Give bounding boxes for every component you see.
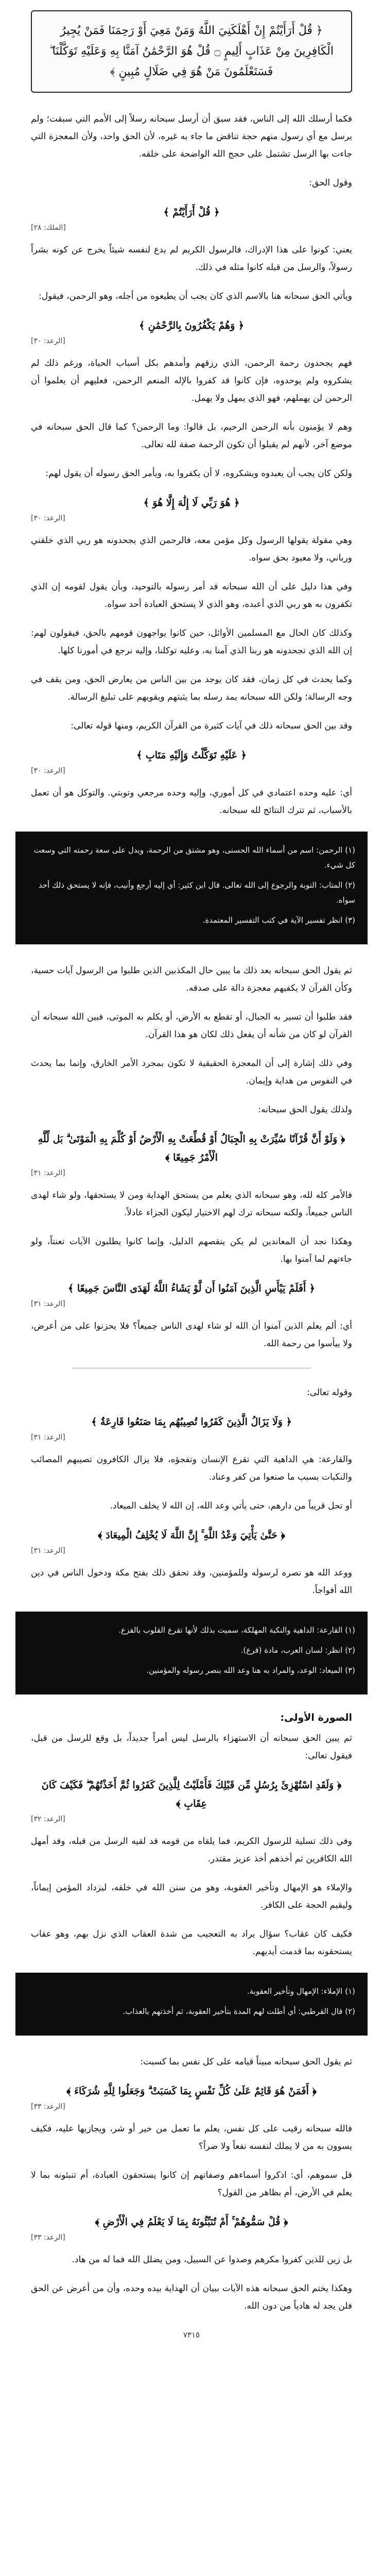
section-5 bbox=[31, 1712, 352, 1960]
quran-verse: ﴿ عَلَيْهِ تَوَكَّلْتُ وَإِلَيْهِ مَتَابِ ﴾ bbox=[136, 750, 247, 761]
quran-verse: ﴿ قُلْ سَمُّوهُمْ ۚ أَمْ تُنَبِّئُونَهُ بِمَا لَا يَعْلَمُ فِي الْأَرْضِ ﴾ bbox=[95, 2216, 288, 2228]
verse-reference: [الرعد: ٣٢] bbox=[31, 1815, 65, 1823]
verse-reference: [الرعد: ٣١] bbox=[31, 1169, 65, 1177]
paragraph: وقد بين الحق سبحانه ذلك في آيات كثيرة من القرآن الكريم، ومنها قوله تعالى: bbox=[71, 721, 352, 731]
paragraph: وهي مقولة يقولها الرسول وكل مؤمن معه، فالرحمن الذي يجحدونه هو ربي الذي خلقني ورباني، ولا معبود بحق سواه. bbox=[31, 535, 352, 563]
verse-reference: [الرعد: ٣٠] bbox=[31, 767, 65, 775]
footnote: (٢) انظر: لسان العرب، مادة (قرع). bbox=[240, 1646, 355, 1655]
paragraph: أو تحل قريباً من دارهم، حتى يأتي وعد الله، إن الله لا يخلف الميعاد. bbox=[110, 1501, 352, 1511]
section-6 bbox=[31, 2053, 352, 2315]
quran-verse: ﴿ أَفَلَمْ يَيْأَسِ الَّذِينَ آمَنُوا أَن لَّوْ يَشَاءُ اللَّهُ لَهَدَى النَّاسَ جَمِيعًا ﴾ bbox=[68, 1283, 315, 1294]
paragraph: والإملاء هو الإمهال وتأخير العقوبة، وهو من سنن الله في خلقه، ليزداد المؤمن إيماناً، وليقيم الحجة على الكافر. bbox=[31, 1883, 352, 1910]
quran-verse: ﴿ وَلَوْ أَنَّ قُرْآنًا سُيِّرَتْ بِهِ الْجِبَالُ أَوْ قُطِّعَتْ بِهِ الْأَرْضُ أَوْ كُلِّمَ بِهِ الْمَوْتَىٰ ۗ بَل لِّلَّهِ الْأَمْرُ جَمِيعًا ﴾ bbox=[38, 1133, 345, 1163]
footnote: (١) الرحمن: اسم من أسماء الله الحسنى، وهو مشتق من الرحمة، ويدل على سعة رحمته التي وسعت كل شيء. bbox=[33, 845, 355, 870]
verse-reference: [الرعد: ٣٣] bbox=[31, 2233, 65, 2242]
paragraph: فالله سبحانه رقيب على كل نفس، يعلم ما تعمل من خير أو شر، ويجازيها عليه، فكيف يسوون به من لا يملك لنفسه نفعاً ولا ضراً؟ bbox=[31, 2124, 352, 2151]
verse-reference: [الرعد: ٣١] bbox=[31, 1300, 65, 1308]
section-1 bbox=[31, 110, 352, 522]
paragraph: فهم يجحدون رحمة الرحمن، الذي رزقهم وأمدهم بكل أسباب الحياة، ورغم ذلك لم يشكروه ولم يوحدوه، فإن كانوا قد كفروا بالإله المنعم الرحمن، فعليهم أن يعلموا أن الرحمن لن يهملهم، فهو الذي يمهل ولا يهمل. bbox=[31, 358, 352, 403]
paragraph: قل سموهم، أي: اذكروا أسماءهم وصفاتهم إن كانوا يستحقون العبادة، أم تنبئونه بما لا يعلم في الأرض، أم بظاهر من القول؟ bbox=[31, 2170, 352, 2198]
paragraph: وكذلك كان الحال مع المسلمين الأوائل، حين كانوا يواجهون قومهم بالحق، فيقولون لهم: إن الله الذي تجحدونه هو ربنا الذي آمنا به، وعليه توكلنا، وإليه نرجع في أمورنا كلها. bbox=[31, 628, 352, 656]
verse-reference: [الرعد: ٣٣] bbox=[31, 2103, 65, 2111]
paragraph: ثم يقول الحق سبحانه مبيناً قيامه على كل نفس بما كسبت: bbox=[140, 2057, 352, 2067]
footnote: (١) القارعة: الداهية والنكبة المهلكة، سميت بذلك لأنها تقرع القلوب بالفزع. bbox=[118, 1625, 355, 1635]
paragraph: وهكذا يختم الحق سبحانه هذه الآيات ببيان أن الهداية بيده وحده، وأن من أعرض عن الحق فلن يجد له هادياً من دون الله. bbox=[31, 2283, 352, 2311]
quran-verse: ﴿ وَلَا يَزَالُ الَّذِينَ كَفَرُوا تُصِيبُهُم بِمَا صَنَعُوا قَارِعَةٌ ﴾ bbox=[91, 1416, 292, 1428]
paragraph: أي: ألم يعلم الذين آمنوا أن الله لو شاء لهدى الناس جميعاً؟ فلا يحزنوا على من أعرض، ولا ييأسوا من رحمة الله. bbox=[31, 1321, 352, 1349]
paragraph: ثم يبين الحق سبحانه أن الاستهزاء بالرسل ليس أمراً جديداً، بل وقع للرسل من قبل، فيقول تعالى: bbox=[31, 1733, 352, 1761]
paragraph: وفي ذلك إشارة إلى أن المعجزة الحقيقية لا تكون بمجرد الأمر الخارق، وإنما بما يحدث في النفوس من هداية وإيمان. bbox=[31, 1058, 352, 1086]
quran-verse: ﴿ حَتَّىٰ يَأْتِيَ وَعْدُ اللَّهِ ۚ إِنَّ اللَّهَ لَا يُخْلِفُ الْمِيعَادَ ﴾ bbox=[98, 1530, 285, 1541]
paragraph: ولكن كان يجب أن يعبدوه ويشكروه، لا أن يكفروا به، ويأمر الحق رسوله أن يقول لهم: bbox=[45, 468, 352, 479]
quran-verse: ﴿ هُوَ رَبِّي لَا إِلَٰهَ إِلَّا هُوَ ﴾ bbox=[143, 497, 240, 509]
paragraph: وهم لا يؤمنون بأنه الرحمن الرحيم، بل قالوا: وما الرحمن؟ كما قال الحق سبحانه في موضع آخر، لأنهم لم يقبلوا أن تكون الرحمة صفة لله تعالى. bbox=[31, 422, 352, 450]
footnote: (٣) الميعاد: الوعد، والمراد به هنا وعد الله بنصر رسوله والمؤمنين. bbox=[146, 1666, 355, 1675]
paragraph: فكما أرسلك الله إلى الناس، فقد سبق أن أرسل سبحانه رسلاً إلى الأمم التي سبقت؛ ولم يرسل مع أي رسول منهم حجة تناقض ما جاء به غيره، لأن الحق واحد، ولأن المعجزة التي جاءت بها الرسل تشتمل على حجج الله الواضحة على خلقه. bbox=[31, 114, 352, 159]
footnote: (١) الإملاء: الإمهال وتأخير العقوبة. bbox=[247, 1987, 355, 1996]
verse-reference: [الرعد: ٣٠] bbox=[31, 514, 65, 522]
page-number: ٧٣١٥ bbox=[183, 2330, 200, 2340]
paragraph: وهكذا نجد أن المعاندين لم يكن ينقصهم الدليل، وإنما كانوا يطلبون الآيات تعنتاً، ولو جاءتهم لما آمنوا بها. bbox=[31, 1236, 352, 1264]
verse-header: ﴿ قُلْ أَرَأَيْتُمْ إِنْ أَهْلَكَنِيَ اللَّهُ وَمَنْ مَعِيَ أَوْ رَحِمَنَا فَمَنْ يُجِيرُ الْكَافِرِينَ مِنْ عَذَابٍ أَلِيمٍ ۝ قُلْ هُوَ الرَّحْمَٰنُ آمَنَّا بِهِ وَعَلَيْهِ تَوَكَّلْنَا ۖ فَسَتَعْلَمُونَ مَنْ هُوَ فِي ضَلَالٍ مُبِينٍ ﴾ bbox=[31, 10, 352, 93]
footnotes-box bbox=[15, 1973, 368, 2036]
paragraph: ووعد الله هو نصره لرسوله وللمؤمنين، وقد تحقق ذلك بفتح مكة ودخول الناس في دين الله أفواجاً. bbox=[31, 1568, 352, 1596]
paragraph: ويأتي الحق سبحانه هنا بالاسم الذي كان يجب أن يطيعوه من أجله، وهو الرحمن، فيقول: bbox=[39, 291, 352, 301]
verse-reference: [الرعد: ٣٠] bbox=[31, 337, 65, 345]
footnotes-box bbox=[15, 832, 368, 944]
footnote: (٣) انظر تفسير الآية في كتب التفسير المعتمدة. bbox=[202, 916, 355, 925]
paragraph: وكما يحدث في كل زمان، فقد كان يوجد من بين الناس من يعارض الحق، ومن يقف في وجه الرسالة؛ ولكن الله سبحانه يمد رسله بما يثبتهم ويقويهم على تبليغ الرسالة. bbox=[31, 674, 352, 702]
paragraph: ولذلك يقول الحق سبحانه: bbox=[258, 1105, 352, 1115]
section-heading: الصورة الأولى: bbox=[280, 1712, 352, 1723]
section-3 bbox=[31, 962, 352, 1352]
paragraph: أي: عليه وحده اعتمادي في كل أموري، وإليه وحده مرجعي وتوبتي. والتوكل هو أن تعمل بالأسباب، ثم تترك النتائج لله سبحانه. bbox=[31, 788, 352, 816]
footnotes-box bbox=[15, 1612, 368, 1694]
quran-verse: ﴿ أَفَمَنْ هُوَ قَائِمٌ عَلَىٰ كُلِّ نَفْسٍ بِمَا كَسَبَتْ ۗ وَجَعَلُوا لِلَّهِ شُرَكَاءَ ﴾ bbox=[66, 2086, 317, 2097]
quran-verse: ﴿ وَهُمْ يَكْفُرُونَ بِالرَّحْمَٰنِ ﴾ bbox=[138, 320, 245, 331]
section-4 bbox=[31, 1384, 352, 1599]
verse-reference: [الرعد: ٣١] bbox=[31, 1433, 65, 1442]
verse-reference: [الملك: ٢٨] bbox=[31, 224, 66, 232]
section-2 bbox=[31, 532, 352, 819]
paragraph: فقد طلبوا أن تسير به الجبال، أو تقطع به الأرض، أو يكلم به الموتى، فبين الله سبحانه أن القرآن لو كان من شأنه أن يفعل ذلك لكان هو هذا القرآن. bbox=[31, 1012, 352, 1040]
footnote: (٢) المتاب: التوبة والرجوع إلى الله تعالى. قال ابن كثير: أي إليه أرجع وأنيب، فإنه لا يستحق ذلك أحد سواه. bbox=[38, 880, 355, 905]
quran-verse: ﴿ قُلْ أَرَأَيْتُمْ ﴾ bbox=[163, 207, 220, 218]
paragraph: وقوله تعالى: bbox=[306, 1387, 352, 1398]
paragraph: وفي هذا دليل على أن الله سبحانه قد أمر رسوله بالتوحيد، وبأن يقول لقومه إن الذي تكفرون به هو ربي الذي أعبده، وهو الذي لا يستحق العبادة أحد سواه. bbox=[31, 582, 352, 609]
paragraph: بل زين للذين كفروا مكرهم وصدوا عن السبيل، ومن يضلل الله فما له من هاد. bbox=[72, 2255, 352, 2265]
footnote: (٢) قال القرطبي: أي أطلت لهم المدة بتأخير العقوبة، ثم أخذتهم بالعذاب. bbox=[123, 2007, 355, 2016]
paragraph: ثم يقول الحق سبحانه بعد ذلك ما يبين حال المكذبين الذين طلبوا من الرسول آيات حسية، وكأن القرآن لا يكفيهم معجزة دالة على صدقه. bbox=[31, 965, 352, 993]
verse-reference: [الرعد: ٣١] bbox=[31, 1547, 65, 1555]
paragraph: يعني: كونوا على هذا الإدراك، فالرسول الكريم لم يدع لنفسه شيئاً يخرج عن كونه بشراً رسولاً، والرسل من قبله كانوا مثله في ذلك. bbox=[31, 245, 352, 273]
paragraph: وقول الحق: bbox=[309, 178, 352, 188]
paragraph: فالأمر كله لله، وهو سبحانه الذي يعلم من يستحق الهداية ومن لا يستحقها، ولو شاء لهدى الناس جميعاً، ولكنه سبحانه ترك لهم الاختيار ليكون الجزاء عادلاً. bbox=[31, 1190, 352, 1218]
paragraph: فكيف كان عقاب؟ سؤال يراد به التعجيب من شدة العقاب الذي نزل بهم، وهو عقاب يستحقونه بما قدمت أيديهم. bbox=[31, 1929, 352, 1957]
quran-verse: ﴿ وَلَقَدِ اسْتُهْزِئَ بِرُسُلٍ مِّن قَبْلِكَ فَأَمْلَيْتُ لِلَّذِينَ كَفَرُوا ثُمَّ أَخَذْتُهُمْ ۖ فَكَيْفَ كَانَ عِقَابِ ﴾ bbox=[41, 1780, 342, 1809]
paragraph: وفي ذلك تسلية للرسول الكريم، فما يلقاه من قومه قد لقيه الرسل من قبله، وقد أمهل الله الكافرين ثم أخذهم أخذ عزيز مقتدر. bbox=[31, 1836, 352, 1864]
paragraph: والقارعة: هي الداهية التي تقرع الإنسان وتفجؤه، فلا يزال الكافرون تصيبهم المصائب والنكبات بسبب ما صنعوا من كفر وعناد. bbox=[31, 1454, 352, 1482]
